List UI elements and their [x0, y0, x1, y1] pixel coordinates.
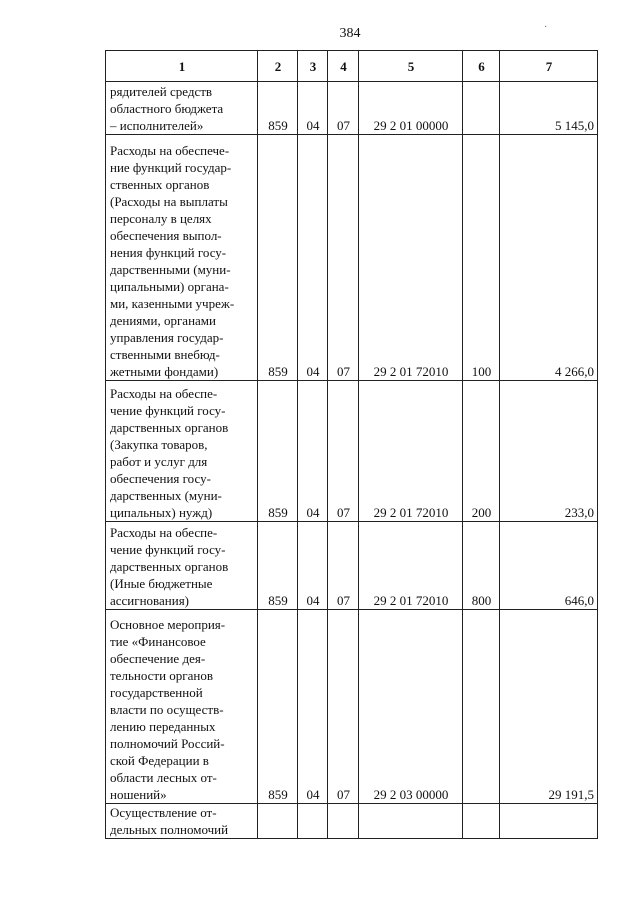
table-row [106, 381, 598, 522]
row-target-article: 29 2 01 72010 [359, 381, 463, 522]
row-subsection: 07 [328, 610, 359, 804]
row-target-article: 29 2 01 72010 [359, 135, 463, 381]
table-row [106, 610, 598, 804]
row-amount: 5 145,0 [500, 82, 598, 135]
row-admin-code: 859 [258, 610, 298, 804]
header-col-6: 6 [463, 51, 500, 82]
row-expense-type [463, 610, 500, 804]
header-col-7: 7 [500, 51, 598, 82]
row-admin-code: 859 [258, 82, 298, 135]
header-col-2: 2 [258, 51, 298, 82]
row-amount: 29 191,5 [500, 610, 598, 804]
row-admin-code [258, 804, 298, 839]
row-subsection: 07 [328, 522, 359, 610]
row-target-article [359, 804, 463, 839]
row-section: 04 [298, 135, 328, 381]
row-target-article: 29 2 03 00000 [359, 610, 463, 804]
row-section: 04 [298, 82, 328, 135]
row-section: 04 [298, 381, 328, 522]
header-row [106, 51, 598, 82]
row-subsection [328, 804, 359, 839]
row-amount: 4 266,0 [500, 135, 598, 381]
row-description: Основное мероприя- тие «Финансовое обеспечение дея- тельности органов государственной власти по осуществ- лению переданных полномочий Россий- ской Федерации в области лесных от- ношений» [106, 610, 258, 804]
row-admin-code: 859 [258, 522, 298, 610]
table-row [106, 804, 598, 839]
row-target-article: 29 2 01 72010 [359, 522, 463, 610]
header-col-4: 4 [328, 51, 359, 82]
row-description: рядителей средств областного бюджета – исполнителей» [106, 82, 258, 135]
row-subsection: 07 [328, 135, 359, 381]
row-admin-code: 859 [258, 381, 298, 522]
row-expense-type: 100 [463, 135, 500, 381]
row-expense-type [463, 82, 500, 135]
row-section [298, 804, 328, 839]
table-row [106, 522, 598, 610]
row-description: Расходы на обеспе- чение функций госу- дарственных органов (Закупка товаров, работ и услуг для обеспечения госу- дарственных (муни- ципальных) нужд) [106, 381, 258, 522]
row-target-article: 29 2 01 00000 [359, 82, 463, 135]
row-amount: 233,0 [500, 381, 598, 522]
page-number: 384 [339, 26, 361, 41]
row-amount [500, 804, 598, 839]
row-expense-type: 200 [463, 381, 500, 522]
row-subsection: 07 [328, 82, 359, 135]
row-section: 04 [298, 522, 328, 610]
header-col-1: 1 [106, 51, 258, 82]
row-description: Расходы на обеспече- ние функций государ- ственных органов (Расходы на выплаты персоналу в целях обеспечения выпол- нения функций госу- дарственными (муни- ципальными) органа- ми, казенными учреж- дениями, органами управления государ- ственными внебюд- жетными фондами) [106, 135, 258, 381]
header-col-3: 3 [298, 51, 328, 82]
row-admin-code: 859 [258, 135, 298, 381]
row-section: 04 [298, 610, 328, 804]
row-expense-type: 800 [463, 522, 500, 610]
row-description: Расходы на обеспе- чение функций госу- дарственных органов (Иные бюджетные ассигнования) [106, 522, 258, 610]
row-amount: 646,0 [500, 522, 598, 610]
table-row [106, 135, 598, 381]
header-col-5: 5 [359, 51, 463, 82]
scan-mark: · [544, 22, 548, 33]
table-row [106, 82, 598, 135]
row-expense-type [463, 804, 500, 839]
budget-table [105, 50, 598, 839]
row-description: Осуществление от- дельных полномочий [106, 804, 258, 839]
row-subsection: 07 [328, 381, 359, 522]
